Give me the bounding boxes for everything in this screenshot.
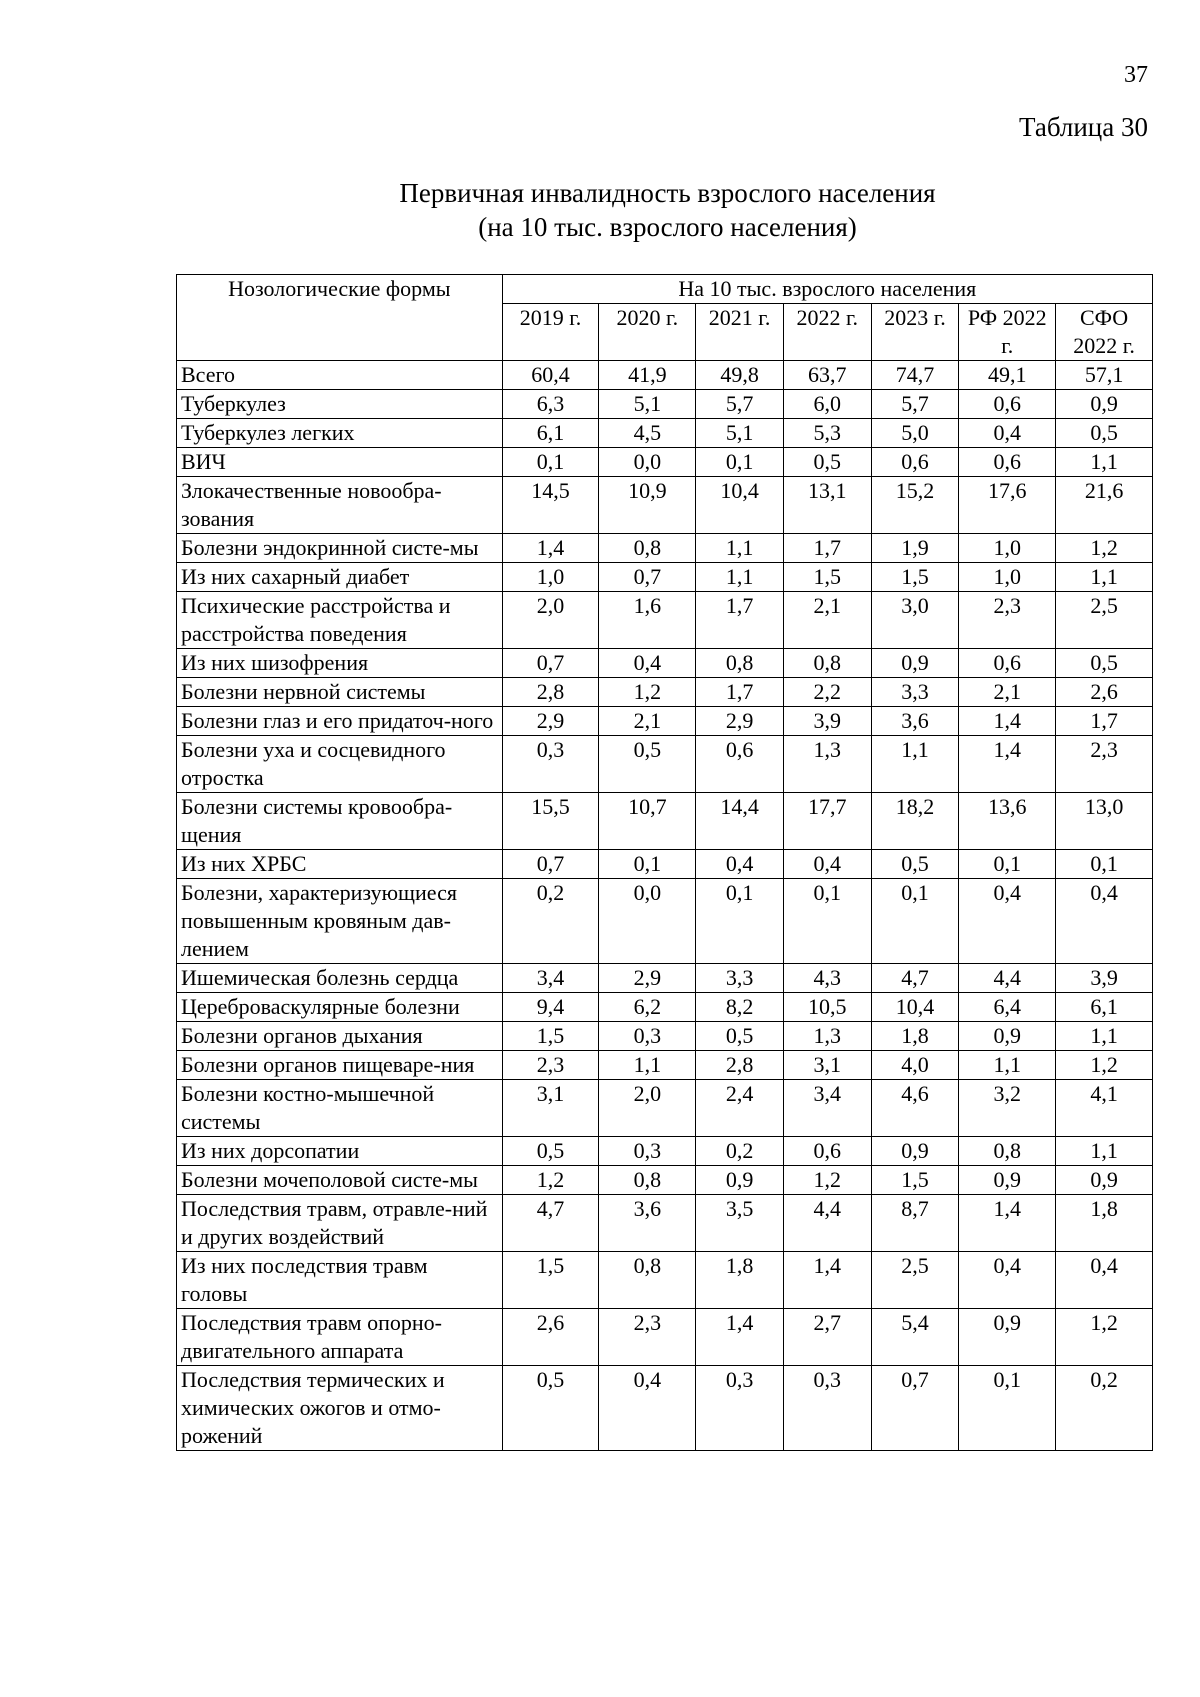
table-cell: 5,1 [696, 419, 784, 448]
table-cell: 0,4 [696, 850, 784, 879]
table-cell: 1,3 [783, 1022, 871, 1051]
table-cell: 1,1 [599, 1051, 696, 1080]
table-cell: 6,4 [959, 993, 1056, 1022]
table-cell: 0,9 [959, 1022, 1056, 1051]
table-cell: 6,2 [599, 993, 696, 1022]
table-cell: 6,3 [502, 390, 599, 419]
page-number: 37 [1124, 62, 1148, 88]
table-cell: 0,4 [959, 879, 1056, 964]
table-cell: 0,4 [599, 649, 696, 678]
row-label: Из них сахарный диабет [177, 563, 503, 592]
table-cell: 0,3 [696, 1366, 784, 1451]
table-cell: 0,3 [599, 1137, 696, 1166]
table-cell: 3,9 [1056, 964, 1153, 993]
row-label: Болезни органов дыхания [177, 1022, 503, 1051]
table-label: Таблица 30 [1019, 112, 1148, 142]
table-row [177, 1309, 1153, 1366]
table-cell: 2,3 [502, 1051, 599, 1080]
table-cell: 14,5 [502, 477, 599, 534]
table-cell: 4,0 [871, 1051, 959, 1080]
table-cell: 1,1 [871, 736, 959, 793]
table-cell: 17,7 [783, 793, 871, 850]
table-cell: 0,8 [599, 1252, 696, 1309]
table-cell: 0,9 [696, 1166, 784, 1195]
row-label: Болезни, характеризующиеся повышенным кровяным дав-лением [177, 879, 503, 964]
table-cell: 1,4 [502, 534, 599, 563]
table-cell: 1,2 [1056, 1309, 1153, 1366]
table-title [175, 176, 1160, 244]
header-col-2019: 2019 г. [502, 304, 599, 361]
table-row [177, 419, 1153, 448]
table-cell: 2,1 [959, 678, 1056, 707]
table-cell: 1,4 [959, 707, 1056, 736]
table-cell: 4,7 [502, 1195, 599, 1252]
table-cell: 1,1 [1056, 1137, 1153, 1166]
table-cell: 2,7 [783, 1309, 871, 1366]
table-cell: 63,7 [783, 361, 871, 390]
table-cell: 15,2 [871, 477, 959, 534]
table-cell: 0,5 [696, 1022, 784, 1051]
table-cell: 4,5 [599, 419, 696, 448]
table-cell: 0,6 [959, 649, 1056, 678]
table-cell: 5,4 [871, 1309, 959, 1366]
table-cell: 41,9 [599, 361, 696, 390]
table-cell: 1,5 [502, 1252, 599, 1309]
table-row [177, 390, 1153, 419]
table-cell: 2,5 [871, 1252, 959, 1309]
table-cell: 0,4 [1056, 879, 1153, 964]
table-cell: 3,2 [959, 1080, 1056, 1137]
table-cell: 1,9 [871, 534, 959, 563]
table-cell: 10,4 [871, 993, 959, 1022]
table-cell: 1,7 [783, 534, 871, 563]
table-cell: 0,7 [599, 563, 696, 592]
table-cell: 2,3 [599, 1309, 696, 1366]
table-row [177, 649, 1153, 678]
header-col-2023: 2023 г. [871, 304, 959, 361]
table-cell: 5,3 [783, 419, 871, 448]
table-cell: 3,1 [502, 1080, 599, 1137]
title-line-2: (на 10 тыс. взрослого населения) [478, 212, 857, 242]
table-cell: 4,4 [783, 1195, 871, 1252]
row-label: Всего [177, 361, 503, 390]
table-cell: 0,6 [871, 448, 959, 477]
table-row [177, 1051, 1153, 1080]
table-row [177, 1252, 1153, 1309]
table-cell: 1,0 [959, 563, 1056, 592]
table-row [177, 793, 1153, 850]
table-cell: 2,1 [599, 707, 696, 736]
table-cell: 0,4 [783, 850, 871, 879]
table-cell: 1,5 [502, 1022, 599, 1051]
table-row [177, 592, 1153, 649]
table-row [177, 1166, 1153, 1195]
table-cell: 0,4 [1056, 1252, 1153, 1309]
table-cell: 0,5 [1056, 419, 1153, 448]
table-cell: 0,8 [783, 649, 871, 678]
table-cell: 1,4 [696, 1309, 784, 1366]
table-cell: 6,1 [502, 419, 599, 448]
table-cell: 2,8 [696, 1051, 784, 1080]
table-cell: 0,0 [599, 879, 696, 964]
table-cell: 5,7 [696, 390, 784, 419]
table-cell: 0,6 [696, 736, 784, 793]
row-label: Психические расстройства и расстройства поведения [177, 592, 503, 649]
row-label: Из них шизофрения [177, 649, 503, 678]
table-cell: 49,1 [959, 361, 1056, 390]
table-cell: 6,0 [783, 390, 871, 419]
table-cell: 5,0 [871, 419, 959, 448]
table-row [177, 964, 1153, 993]
table-cell: 2,0 [502, 592, 599, 649]
table-cell: 0,1 [696, 448, 784, 477]
row-label: Болезни системы кровообра-щения [177, 793, 503, 850]
table-cell: 1,1 [696, 534, 784, 563]
table-cell: 10,4 [696, 477, 784, 534]
table-cell: 1,4 [783, 1252, 871, 1309]
row-label: Из них дорсопатии [177, 1137, 503, 1166]
table-cell: 0,0 [599, 448, 696, 477]
table-cell: 4,6 [871, 1080, 959, 1137]
table-cell: 1,7 [1056, 707, 1153, 736]
table-row [177, 707, 1153, 736]
table-cell: 0,9 [871, 1137, 959, 1166]
header-col-sfo-2022: СФО 2022 г. [1056, 304, 1153, 361]
table-row [177, 879, 1153, 964]
table-cell: 1,8 [1056, 1195, 1153, 1252]
table-cell: 1,5 [871, 563, 959, 592]
table-cell: 3,3 [696, 964, 784, 993]
table-row [177, 563, 1153, 592]
table-cell: 13,6 [959, 793, 1056, 850]
disability-table [176, 274, 1153, 1451]
table-cell: 3,0 [871, 592, 959, 649]
table-cell: 2,9 [599, 964, 696, 993]
table-cell: 8,2 [696, 993, 784, 1022]
table-cell: 0,6 [783, 1137, 871, 1166]
table-cell: 0,1 [599, 850, 696, 879]
header-row-1 [177, 275, 1153, 304]
table-cell: 1,8 [871, 1022, 959, 1051]
table-cell: 0,8 [696, 649, 784, 678]
row-label: Болезни нервной системы [177, 678, 503, 707]
table-cell: 0,5 [871, 850, 959, 879]
table-cell: 1,4 [959, 1195, 1056, 1252]
table-cell: 1,2 [783, 1166, 871, 1195]
row-label: Последствия травм опорно-двигательного аппарата [177, 1309, 503, 1366]
table-cell: 0,9 [959, 1166, 1056, 1195]
table-cell: 4,1 [1056, 1080, 1153, 1137]
table-cell: 15,5 [502, 793, 599, 850]
table-cell: 60,4 [502, 361, 599, 390]
table-cell: 5,1 [599, 390, 696, 419]
table-cell: 0,3 [502, 736, 599, 793]
table-cell: 5,7 [871, 390, 959, 419]
table-cell: 0,9 [959, 1309, 1056, 1366]
table-cell: 3,1 [783, 1051, 871, 1080]
table-cell: 0,7 [502, 850, 599, 879]
row-label: Из них ХРБС [177, 850, 503, 879]
table-cell: 2,0 [599, 1080, 696, 1137]
table-cell: 0,5 [502, 1366, 599, 1451]
table-cell: 3,4 [502, 964, 599, 993]
row-label: Ишемическая болезнь сердца [177, 964, 503, 993]
row-label: Болезни уха и сосцевидного отростка [177, 736, 503, 793]
table-cell: 3,5 [696, 1195, 784, 1252]
row-label: ВИЧ [177, 448, 503, 477]
table-cell: 0,9 [871, 649, 959, 678]
table-cell: 1,1 [1056, 1022, 1153, 1051]
header-nosology: Нозологические формы [177, 275, 503, 361]
table-cell: 0,1 [959, 1366, 1056, 1451]
table-cell: 0,5 [502, 1137, 599, 1166]
header-group: На 10 тыс. взрослого населения [502, 275, 1152, 304]
table-cell: 6,1 [1056, 993, 1153, 1022]
table-cell: 0,6 [959, 448, 1056, 477]
table-row [177, 850, 1153, 879]
table-cell: 0,4 [959, 419, 1056, 448]
row-label: Туберкулез легких [177, 419, 503, 448]
table-cell: 13,1 [783, 477, 871, 534]
table-cell: 2,9 [696, 707, 784, 736]
row-label: Из них последствия травм головы [177, 1252, 503, 1309]
table-row [177, 736, 1153, 793]
table-cell: 0,9 [1056, 1166, 1153, 1195]
table-row [177, 448, 1153, 477]
table-cell: 1,5 [783, 563, 871, 592]
table-cell: 3,4 [783, 1080, 871, 1137]
row-label: Туберкулез [177, 390, 503, 419]
table-cell: 1,0 [959, 534, 1056, 563]
table-cell: 0,6 [959, 390, 1056, 419]
table-cell: 1,0 [502, 563, 599, 592]
table-cell: 3,6 [599, 1195, 696, 1252]
table-cell: 1,5 [871, 1166, 959, 1195]
table-cell: 2,2 [783, 678, 871, 707]
table-cell: 0,1 [1056, 850, 1153, 879]
table-cell: 0,1 [783, 879, 871, 964]
table-row [177, 534, 1153, 563]
table-cell: 17,6 [959, 477, 1056, 534]
table-body [177, 361, 1153, 1451]
row-label: Злокачественные новообра-зования [177, 477, 503, 534]
row-label: Последствия травм, отравле-ний и других воздействий [177, 1195, 503, 1252]
table-cell: 0,5 [599, 736, 696, 793]
table-cell: 3,9 [783, 707, 871, 736]
table-cell: 0,1 [696, 879, 784, 964]
table-row [177, 1080, 1153, 1137]
table-cell: 0,5 [1056, 649, 1153, 678]
table-cell: 2,5 [1056, 592, 1153, 649]
row-label: Болезни органов пищеваре-ния [177, 1051, 503, 1080]
table-cell: 1,1 [1056, 448, 1153, 477]
row-label: Болезни глаз и его придаточ-ного [177, 707, 503, 736]
table-cell: 1,7 [696, 678, 784, 707]
table-row [177, 993, 1153, 1022]
table-cell: 0,2 [696, 1137, 784, 1166]
table-cell: 1,1 [696, 563, 784, 592]
table-cell: 1,6 [599, 592, 696, 649]
table-cell: 0,9 [1056, 390, 1153, 419]
table-cell: 4,4 [959, 964, 1056, 993]
row-label: Последствия термических и химических ожогов и отмо-рожений [177, 1366, 503, 1451]
table-cell: 2,6 [1056, 678, 1153, 707]
table-cell: 21,6 [1056, 477, 1153, 534]
table-cell: 4,3 [783, 964, 871, 993]
table-cell: 0,8 [959, 1137, 1056, 1166]
table-cell: 0,7 [502, 649, 599, 678]
table-cell: 2,1 [783, 592, 871, 649]
table-cell: 0,2 [502, 879, 599, 964]
table-cell: 1,4 [959, 736, 1056, 793]
table-cell: 0,3 [599, 1022, 696, 1051]
table-cell: 10,5 [783, 993, 871, 1022]
table-cell: 2,6 [502, 1309, 599, 1366]
header-col-2021: 2021 г. [696, 304, 784, 361]
table-cell: 1,2 [1056, 534, 1153, 563]
table-cell: 10,7 [599, 793, 696, 850]
table-cell: 14,4 [696, 793, 784, 850]
table-row [177, 361, 1153, 390]
table-cell: 3,6 [871, 707, 959, 736]
table-cell: 0,3 [783, 1366, 871, 1451]
table-row [177, 1137, 1153, 1166]
table-cell: 10,9 [599, 477, 696, 534]
table-row [177, 1022, 1153, 1051]
table-cell: 1,3 [783, 736, 871, 793]
row-label: Цереброваскулярные болезни [177, 993, 503, 1022]
table-row [177, 678, 1153, 707]
table-cell: 0,1 [959, 850, 1056, 879]
table-cell: 0,4 [599, 1366, 696, 1451]
table-cell: 2,4 [696, 1080, 784, 1137]
table-row [177, 1366, 1153, 1451]
table-cell: 0,7 [871, 1366, 959, 1451]
table-cell: 0,1 [502, 448, 599, 477]
table-cell: 2,8 [502, 678, 599, 707]
table-cell: 8,7 [871, 1195, 959, 1252]
table-cell: 1,1 [1056, 563, 1153, 592]
table-cell: 13,0 [1056, 793, 1153, 850]
table-cell: 0,5 [783, 448, 871, 477]
table-cell: 1,2 [502, 1166, 599, 1195]
table-cell: 2,3 [959, 592, 1056, 649]
table-cell: 3,3 [871, 678, 959, 707]
table-cell: 1,2 [1056, 1051, 1153, 1080]
table-cell: 0,2 [1056, 1366, 1153, 1451]
table-cell: 74,7 [871, 361, 959, 390]
table-cell: 1,2 [599, 678, 696, 707]
row-label: Болезни мочеполовой систе-мы [177, 1166, 503, 1195]
table-cell: 0,8 [599, 534, 696, 563]
row-label: Болезни эндокринной систе-мы [177, 534, 503, 563]
table-cell: 0,4 [959, 1252, 1056, 1309]
title-line-1: Первичная инвалидность взрослого населения [399, 178, 936, 208]
header-col-2022: 2022 г. [783, 304, 871, 361]
header-col-rf-2022: РФ 2022 г. [959, 304, 1056, 361]
table-cell: 18,2 [871, 793, 959, 850]
table-cell: 1,7 [696, 592, 784, 649]
table-cell: 1,8 [696, 1252, 784, 1309]
table-row [177, 1195, 1153, 1252]
header-col-2020: 2020 г. [599, 304, 696, 361]
table-cell: 2,3 [1056, 736, 1153, 793]
row-label: Болезни костно-мышечной системы [177, 1080, 503, 1137]
table-cell: 49,8 [696, 361, 784, 390]
table-cell: 4,7 [871, 964, 959, 993]
table-cell: 1,1 [959, 1051, 1056, 1080]
table-cell: 9,4 [502, 993, 599, 1022]
table-cell: 2,9 [502, 707, 599, 736]
table-row [177, 477, 1153, 534]
table-cell: 57,1 [1056, 361, 1153, 390]
table-cell: 0,8 [599, 1166, 696, 1195]
table-cell: 0,1 [871, 879, 959, 964]
